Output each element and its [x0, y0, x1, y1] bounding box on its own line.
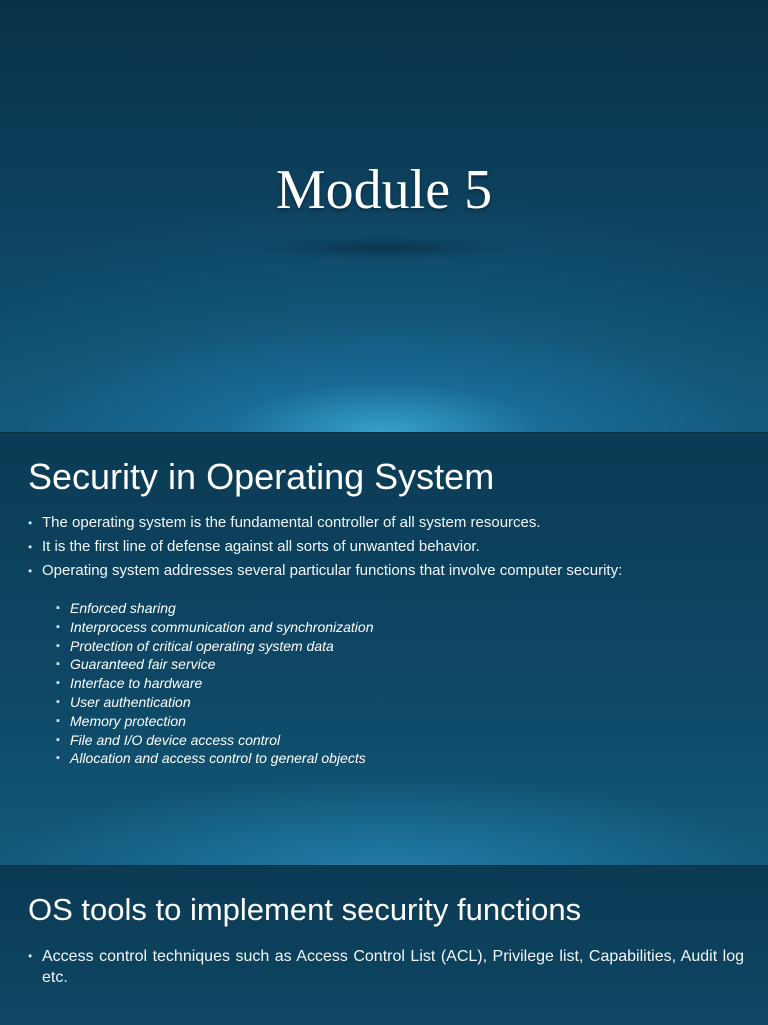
bullet-list [28, 946, 744, 988]
sub-bullet-list [56, 599, 374, 768]
slide-heading: OS tools to implement security functions [28, 892, 582, 927]
bullet-item [28, 946, 744, 988]
sub-bullet-item [56, 618, 374, 637]
slide-title: Module 5 [275, 159, 493, 221]
sub-bullet-icon: ▪ [56, 695, 60, 708]
sub-bullet-item [56, 693, 374, 712]
slide-heading: Security in Operating System [28, 456, 495, 497]
sub-bullet-text: Allocation and access control to general objects [70, 750, 366, 767]
bullet-list [28, 511, 744, 583]
bullet-icon: • [28, 949, 33, 963]
bullet-text: Access control techniques such as Access Control List (ACL), Privilege list, Capabilities, Audit log etc. [42, 948, 744, 986]
sub-bullet-text: Enforced sharing [70, 600, 176, 616]
sub-bullet-text: Interprocess communication and synchronization [70, 618, 374, 635]
sub-bullet-text: Guaranteed fair service [70, 656, 216, 673]
sub-bullet-icon: ▪ [56, 733, 60, 746]
os-tools-slide [0, 865, 768, 1025]
bullet-text: The operating system is the fundamental controller of all system resources. [42, 514, 541, 531]
sub-bullet-text: Interface to hardware [70, 675, 203, 692]
sub-bullet-icon: ▪ [56, 677, 60, 690]
sub-bullet-item [56, 674, 374, 693]
sub-bullet-text: User authentication [70, 693, 191, 710]
sub-bullet-item [56, 731, 374, 750]
sub-bullet-item [56, 712, 374, 731]
sub-bullet-text: Protection of critical operating system data [70, 637, 334, 654]
sub-bullet-item [56, 637, 374, 656]
title-shadow [250, 235, 518, 261]
sub-bullet-icon: ▪ [56, 602, 60, 614]
sub-bullet-text: Memory protection [70, 712, 186, 729]
bullet-text: It is the first line of defense against all sorts of unwanted behavior. [42, 538, 480, 555]
sub-bullet-icon: ▪ [56, 752, 60, 765]
sub-bullet-icon: ▪ [56, 639, 60, 652]
bullet-icon: • [28, 564, 33, 578]
bullet-icon: • [28, 540, 33, 554]
sub-bullet-icon: ▪ [56, 714, 60, 727]
sub-bullet-item [56, 749, 374, 768]
sub-bullet-text: File and I/O device access control [70, 731, 281, 748]
bullet-item [28, 559, 744, 583]
bullet-item [28, 511, 744, 535]
sub-bullet-icon: ▪ [56, 620, 60, 633]
sub-bullet-item [56, 599, 374, 618]
security-slide [0, 432, 768, 866]
bullet-text: Operating system addresses several particular functions that involve computer security: [42, 562, 623, 579]
bullet-icon: • [28, 516, 33, 530]
sub-bullet-item [56, 655, 374, 674]
bullet-item [28, 535, 744, 559]
sub-bullet-icon: ▪ [56, 658, 60, 671]
title-slide [0, 0, 768, 432]
